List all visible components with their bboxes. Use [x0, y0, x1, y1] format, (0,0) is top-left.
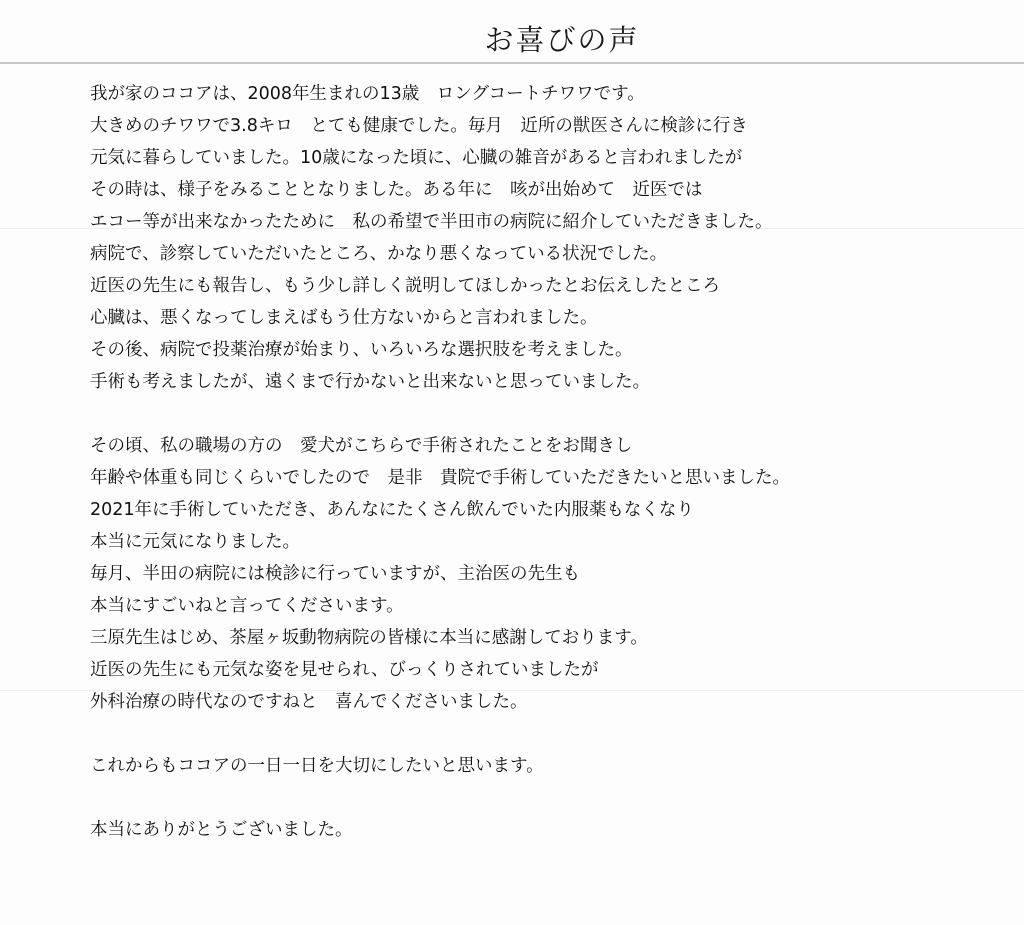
paragraph-gap [90, 398, 1000, 430]
text-line: エコー等が出来なかったために 私の希望で半田市の病院に紹介していただきました。 [90, 212, 773, 232]
text-line: その後、病院で投薬治療が始まり、いろいろな選択肢を考えました。 [90, 340, 633, 360]
paragraph [90, 814, 1000, 846]
text-line: 近医の先生にも元気な姿を見せられ、びっくりされていましたが [90, 660, 599, 680]
text-line: 我が家のココアは、2008年生まれの13歳 ロングコートチワワです。 [90, 84, 645, 104]
text-line: その頃、私の職場の方の 愛犬がこちらで手術されたことをお聞きし [90, 436, 633, 456]
text-line: 病院で、診察していただいたところ、かなり悪くなっている状況でした。 [90, 244, 668, 264]
text-line: 大きめのチワワで3.8キロ とても健康でした。毎月 近所の獣医さんに検診に行き [90, 116, 748, 136]
paragraph [90, 750, 1000, 782]
text-line: 手術も考えましたが、遠くまで行かないと出来ないと思っていました。 [90, 372, 650, 392]
text-line: その時は、様子をみることとなりました。ある年に 咳が出始めて 近医では [90, 180, 703, 200]
paragraph [90, 78, 1000, 398]
text-line: 年齢や体重も同じくらいでしたので 是非 貴院で手術していただきたいと思いました。 [90, 468, 790, 488]
text-line: 三原先生はじめ、茶屋ヶ坂動物病院の皆様に本当に感謝しております。 [90, 628, 648, 648]
text-line: 外科治療の時代なのですねと 喜んでくださいました。 [90, 692, 528, 712]
text-line: 元気に暮らしていました。10歳になった頃に、心臓の雑音があると言われましたが [90, 148, 743, 168]
closing-line: 本当にありがとうございました。 [90, 820, 353, 840]
letter-body [90, 78, 1000, 846]
text-line: 2021年に手術していただき、あんなにたくさん飲んでいた内服薬もなくなり [90, 500, 694, 520]
title-underline [0, 62, 1024, 64]
text-line: これからもココアの一日一日を大切にしたいと思います。 [90, 756, 544, 776]
text-line: 近医の先生にも報告し、もう少し詳しく説明してほしかったとお伝えしたところ [90, 276, 720, 296]
paragraph-gap [90, 782, 1000, 814]
paragraph [90, 430, 1000, 718]
text-line: 心臓は、悪くなってしまえばもう仕方ないからと言われました。 [90, 308, 598, 328]
text-line: 毎月、半田の病院には検診に行っていますが、主治医の先生も [90, 564, 580, 584]
letter-title: お喜びの声 [484, 23, 640, 57]
text-line: 本当にすごいねと言ってくださいます。 [90, 596, 404, 616]
text-line: 本当に元気になりました。 [90, 532, 300, 552]
paragraph-gap [90, 718, 1000, 750]
